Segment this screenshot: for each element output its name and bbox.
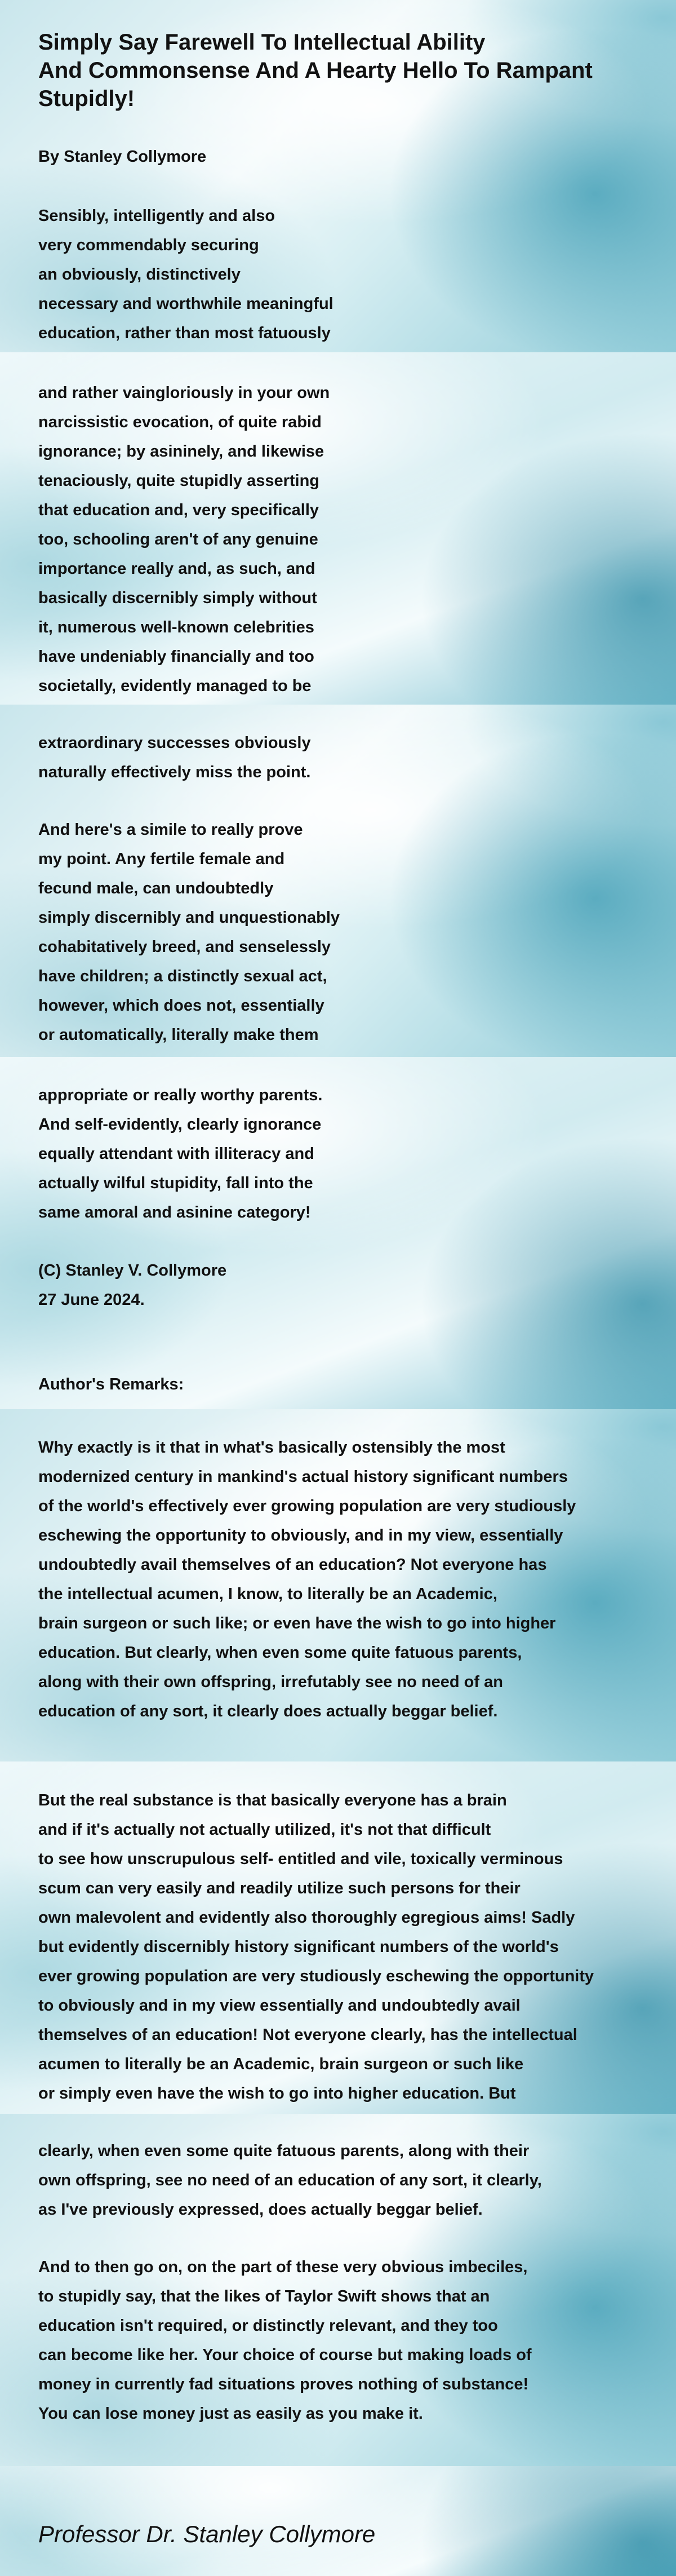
remarks-panel-1 xyxy=(0,1409,676,1761)
poem-panel-3 xyxy=(0,705,676,1057)
copyright-notice: (C) Stanley V. Collymore 27 June 2024. xyxy=(38,1262,227,1309)
poem-stanza: Sensibly, intelligently and also very commendably securing an obviously, distinctively necessary and worthwhile meaningful education, rather than most fatuously xyxy=(38,207,333,342)
poem-panel-4 xyxy=(0,1057,676,1409)
remarks-paragraph: clearly, when even some quite fatuous parents, along with their own offspring, see no need of an education of any sort, it clearly, as I've previously expressed, does actually beggar belief. xyxy=(38,2142,542,2219)
author-byline: By Stanley Collymore xyxy=(38,148,207,166)
poem-stanza: extraordinary successes obviously naturally effectively miss the point. xyxy=(38,734,311,781)
remarks-paragraph: But the real substance is that basically everyone has a brain and if it's actually not actually utilized, it's not that difficult to see how unscrupulous self- entitled and vile, toxically verminous scum can very easily and readily utilize such persons for their own malevolent and evidently also thoroughly egregious aims! Sadly but evidently discernibly history significant numbers of the world's ever growing population are very studiously eschewing the opportunity to obviously and in my view essentially and undoubtedly avail themselves of an education! Not everyone clearly, has the intellectual acumen to literally be an Academic, brain surgeon or such like or simply even have the wish to go into higher education. But xyxy=(38,1791,594,2103)
poem-title-line-3: Stupidly! xyxy=(38,86,135,111)
remarks-panel-3 xyxy=(0,2114,676,2466)
poem-panel-2 xyxy=(0,352,676,705)
poem-title-line-2: And Commonsense And A Hearty Hello To Rampant xyxy=(38,58,593,83)
remarks-paragraph: And to then go on, on the part of these very obvious imbeciles, to stupidly say, that the likes of Taylor Swift shows that an education isn't required, or distinctly relevant, and they too can become like her. Your choice of course but making loads of money in currently fad situations proves nothing of substance! You can lose money just as easily as you make it. xyxy=(38,2258,532,2423)
poem-title-line-1: Simply Say Farewell To Intellectual Ability xyxy=(38,30,486,55)
remarks-paragraph: Why exactly is it that in what's basically ostensibly the most modernized century in mankind's actual history significant numbers of the world's effectively ever growing population are very studiously eschewing the opportunity to obviously, and in my view, essentially undoubtedly avail themselves of an education? Not everyone has the intellectual acumen, I know, to literally be an Academic, brain surgeon or such like; or even have the wish to go into higher education. But clearly, when even some quite fatuous parents, along with their own offspring, irrefutably see no need of an education of any sort, it clearly does actually beggar belief. xyxy=(38,1439,576,1720)
poem-title xyxy=(38,28,593,113)
remarks-heading: Author's Remarks: xyxy=(38,1375,184,1393)
poem-stanza: And here's a simile to really prove my point. Any fertile female and fecund male, can undoubtedly simply discernibly and unquestionably cohabitatively breed, and senselessly have children; a distinctly sexual act, however, which does not, essentially or automatically, literally make them xyxy=(38,821,340,1044)
poem-stanza: appropriate or really worthy parents. And self-evidently, clearly ignorance equally attendant with illiteracy and actually wilful stupidity, fall into the same amoral and asinine category! xyxy=(38,1086,323,1221)
poem-panel-1 xyxy=(0,0,676,352)
signature: Professor Dr. Stanley Collymore xyxy=(38,2521,376,2547)
footer-panel xyxy=(0,2466,676,2576)
poem-stanza: and rather vaingloriously in your own narcissistic evocation, of quite rabid ignorance; by asininely, and likewise tenaciously, quite stupidly asserting that education and, very specifically too, schooling aren't of any genuine importance really and, as such, and basically discernibly simply without it, numerous well-known celebrities have undeniably financially and too societally, evidently managed to be xyxy=(38,384,330,695)
remarks-panel-2 xyxy=(0,1761,676,2114)
